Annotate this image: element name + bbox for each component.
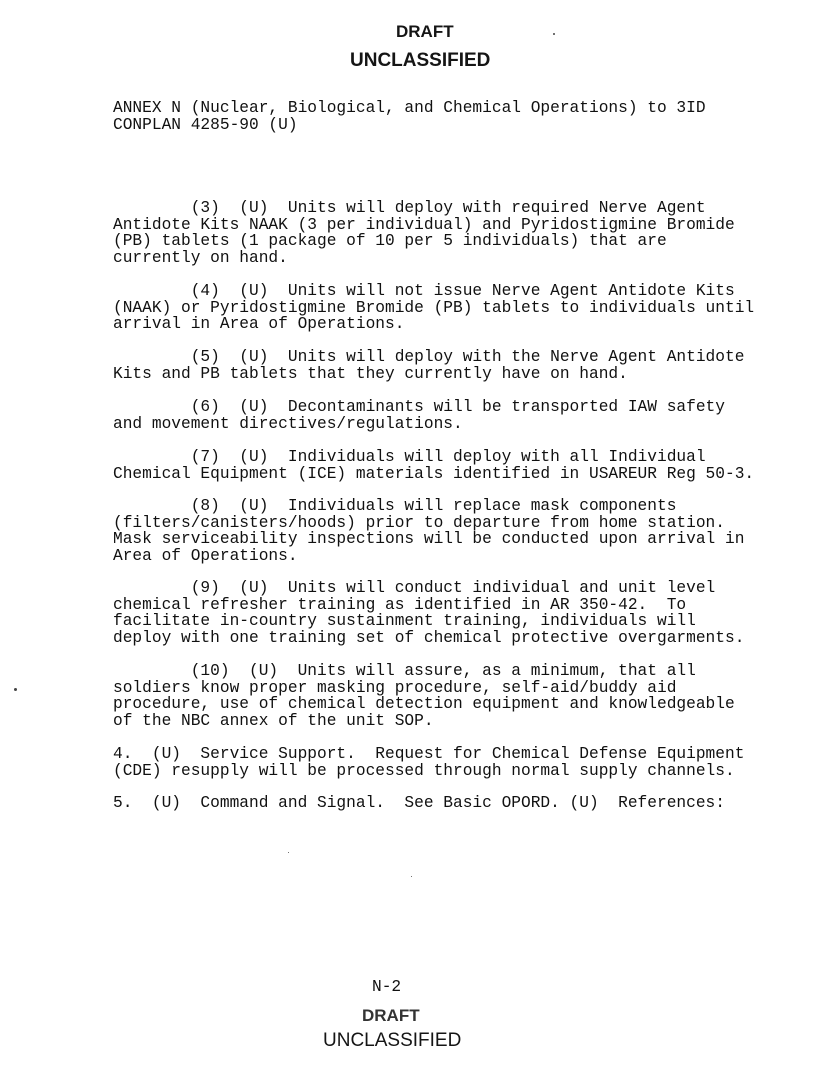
paragraph-3 [113, 200, 735, 266]
paragraph-10 [113, 663, 735, 729]
paragraph-line: (filters/canisters/hoods) prior to departure from home station. [113, 513, 725, 532]
paragraph-line: facilitate in-country sustainment training, individuals will [113, 612, 696, 630]
draft-mark-top: DRAFT [396, 22, 454, 41]
scan-speck [411, 876, 412, 877]
section-4-service-support [113, 746, 744, 779]
paragraph-line: Area of Operations. [113, 546, 298, 565]
paragraph-line: of the NBC annex of the unit SOP. [113, 711, 434, 730]
paragraph-4 [113, 283, 754, 333]
page-number: N-2 [372, 978, 402, 996]
paragraph-line: soldiers know proper masking procedure, self-aid/buddy aid [113, 678, 677, 697]
paragraph-7 [113, 449, 754, 482]
draft-mark-bottom: DRAFT [362, 1006, 420, 1025]
paragraph-line: (CDE) resupply will be processed through normal supply channels. [113, 761, 735, 780]
paragraph-line: deploy with one training set of chemical protective overgarments. [113, 628, 745, 647]
paragraph-line: Kits and PB tablets that they currently have on hand. [113, 364, 628, 383]
paragraph-6 [113, 399, 725, 432]
paragraph-line: (3) (U) Units will deploy with required Nerve Agent [113, 199, 706, 217]
paragraph-line: chemical refresher training as identified in AR 350-42. To [113, 595, 687, 614]
paragraph-line: (NAAK) or Pyridostigmine Bromide (PB) tablets to individuals until [113, 298, 755, 317]
annex-title-line-1: ANNEX N (Nuclear, Biological, and Chemical Operations) to 3ID [113, 99, 706, 117]
paragraph-line: (9) (U) Units will conduct individual and unit level [113, 579, 716, 597]
paragraph-line: (PB) tablets (1 package of 10 per 5 individuals) that are [113, 232, 667, 250]
scan-speck [14, 688, 17, 691]
paragraph-line: (4) (U) Units will not issue Nerve Agent Antidote Kits [113, 282, 735, 300]
classification-mark-bottom: UNCLASSIFIED [323, 1030, 462, 1051]
paragraph-line: 4. (U) Service Support. Request for Chemical Defense Equipment [113, 745, 745, 763]
classification-mark-top: UNCLASSIFIED [350, 50, 491, 71]
paragraph-line: (10) (U) Units will assure, as a minimum, that all [113, 662, 696, 680]
paragraph-line: Mask serviceability inspections will be conducted upon arrival in [113, 530, 745, 548]
section-5-command-and-signal [113, 795, 725, 812]
scan-speck [288, 852, 289, 853]
paragraph-line: arrival in Area of Operations. [113, 315, 405, 333]
paragraph-8 [113, 498, 744, 564]
annex-header [113, 100, 706, 133]
paragraph-line: Chemical Equipment (ICE) materials identified in USAREUR Reg 50-3. [113, 464, 755, 483]
paragraph-line: and movement directives/regulations. [113, 414, 463, 433]
paragraph-5 [113, 349, 744, 382]
paragraph-line: (7) (U) Individuals will deploy with all Individual [113, 448, 706, 466]
annex-title-line-2: CONPLAN 4285-90 (U) [113, 115, 298, 134]
paragraph-line: Antidote Kits NAAK (3 per individual) and Pyridostigmine Bromide [113, 215, 735, 234]
paragraph-9 [113, 580, 744, 646]
paragraph-line: currently on hand. [113, 248, 288, 267]
paragraph-line: (5) (U) Units will deploy with the Nerve Agent Antidote [113, 348, 745, 366]
paragraph-line: (8) (U) Individuals will replace mask components [113, 497, 677, 515]
paragraph-line: procedure, use of chemical detection equipment and knowledgeable [113, 695, 735, 713]
paragraph-line: (6) (U) Decontaminants will be transported IAW safety [113, 398, 725, 416]
scan-speck [553, 33, 555, 35]
paragraph-line: 5. (U) Command and Signal. See Basic OPORD. (U) References: [113, 794, 725, 812]
